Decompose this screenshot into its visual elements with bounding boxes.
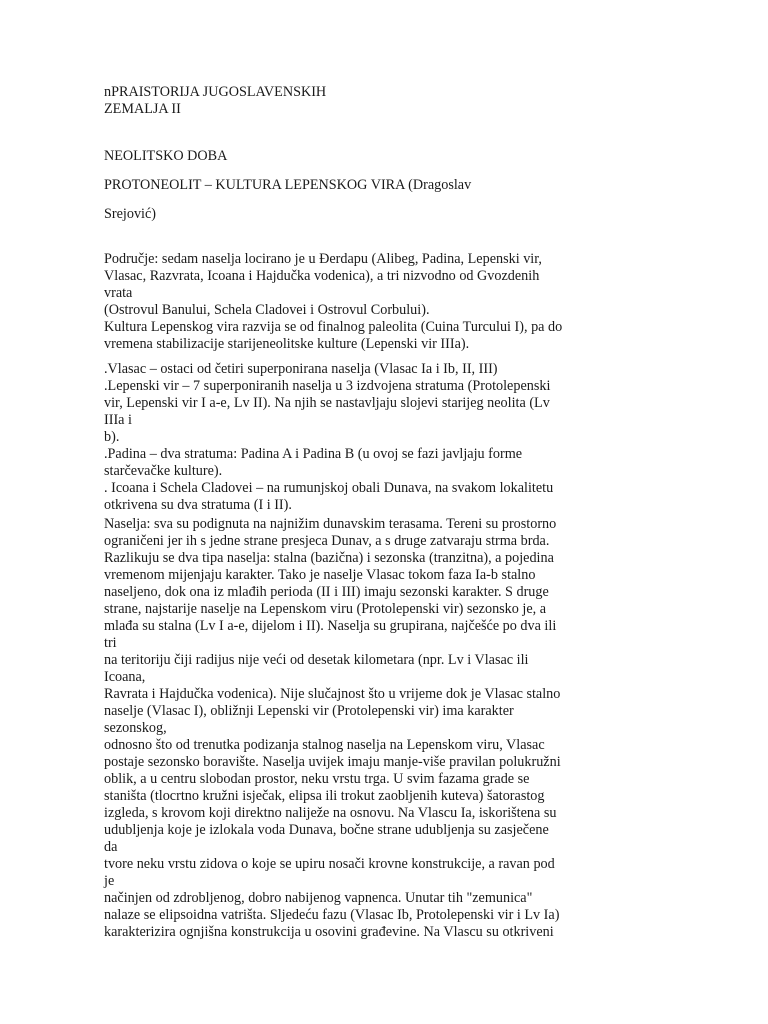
paragraph-nalazista: .Vlasac – ostaci od četiri superponirana naselja (Vlasac Ia i Ib, II, III) .Lepenski vir – 7 superponiranih naselja u 3 izdvojena stratuma (Protolepenski vir, Lepenski vir I a-e, Lv II). Na njih se nastavljaju slojevi starijeg neolita (Lv IIIa i b). .Padina – dva stratuma: Padina A i Padina B (u ovoj se fazi javljaju forme starčevačke kulture). . Icoana i Schela Cladovei – na rumunjskoj obali Dunava, na svakom lokalitetu otkrivena su dva stratuma (I i II).: [104, 361, 554, 513]
paragraph-naselja: Naselja: sva su podignuta na najnižim dunavskim terasama. Tereni su prostorno ograničeni jer ih s jedne strane presjeca Dunav, a s druge zatvaraju strma brda. Razlikuju se dva tipa naselja: stalna (bazična) i sezonska (tranzitna), a pojedina vremenom mijenjaju karakter. Tako je naselje Vlasac tokom faza Ia-b stalno naseljeno, dok ona iz mlađih perioda (II i III) imaju sezonski karakter. S druge strane, najstarije naselje na Lepenskom viru (Protolepenski vir) sezonsko je, a mlađa su stalna (Lv I a-e, dijelom i II). Naselja su grupirana, najčešće po dva ili tri na teritoriju čiji radijus nije veći od desetak kilometara (npr. Lv i Vlasac ili Icoana, Ravrata i Hajdučka vodenica). Nije slučajnost što u vrijeme dok je Vlasac stalno naselje (Vlasac I), obližnji Lepenski vir (Protolepenski vir) ima karakter sezonskog, odnosno što od trenutka podizanja stalnog naselja na Lepenskom viru, Vlasac postaje sezonsko boravište. Naselja uvijek imaju manje-više pravilan polukružni oblik, a u centru slobodan prostor, neku vrstu trga. U svim fazama grade se staništa (tlocrtno kružni isječak, elipsa ili trokut zaobljenih kuteva) šatorastog izgleda, s krovom koji direktno naliježe na osnovu. Na Vlascu Ia, iskorištena su udubljenja koje je izlokala voda Dunava, bočne strane udubljenja su zasječene da tvore neku vrstu zidova o koje se upiru nosači krovne konstrukcije, a ravan pod je načinjen od zdrobljenog, dobro nabijenog vapnenca. Unutar tih "zemunica" nalaze se elipsoidna vatrišta. Sljedeću fazu (Vlasac Ib, Protolepenski vir i Lv Ia) karakterizira ognjišna konstrukcija u osovini građevine. Na Vlascu su otkriveni: [104, 516, 561, 940]
subsection-heading: PROTONEOLIT – KULTURA LEPENSKOG VIRA (Dragoslav: [104, 177, 472, 193]
document-title: [104, 84, 564, 118]
document-title-line-1: nPRAISTORIJA JUGOSLAVENSKIH: [104, 84, 327, 100]
section-heading: NEOLITSKO DOBA: [104, 148, 228, 164]
subsection-author: Srejović): [104, 206, 157, 222]
paragraph-podrucje: Područje: sedam naselja locirano je u Đerdapu (Alibeg, Padina, Lepenski vir, Vlasac, Razvrata, Icoana i Hajdučka vodenica), a tri nizvodno od Gvozdenih vrata (Ostrovul Banului, Schela Cladovei i Ostrovul Corbului). Kultura Lepenskog vira razvija se od finalnog paleolita (Cuina Turcului I), pa do vremena stabilizacije starijeneolitske kulture (Lepenski vir IIIa).: [104, 251, 563, 352]
document-title-line-2: ZEMALJA II: [104, 101, 181, 117]
